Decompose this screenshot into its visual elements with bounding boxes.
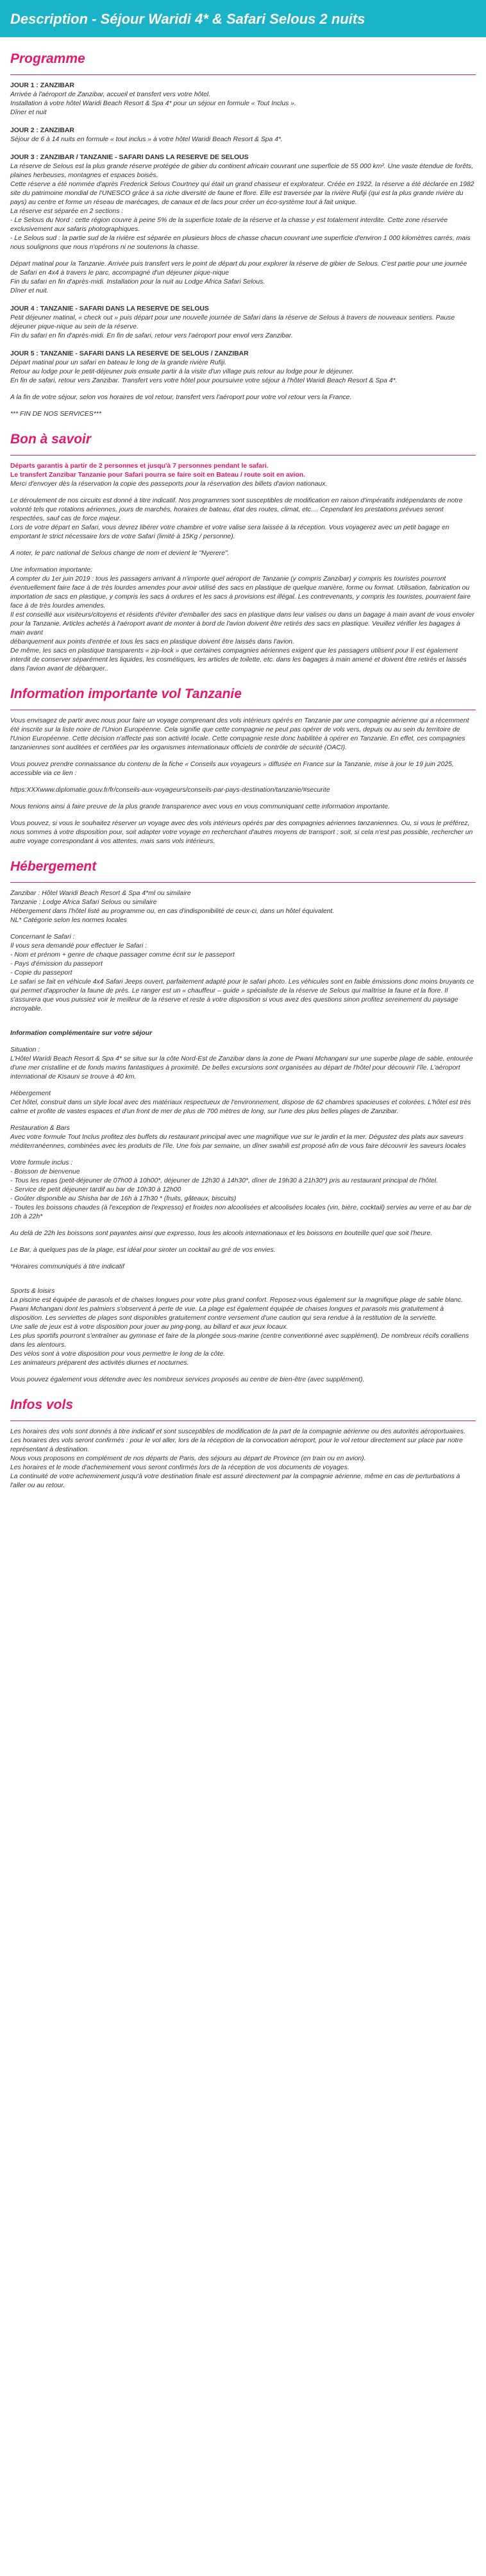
- text-line: - Goûter disponible au Shisha bar de 16h à 17h30 * (fruits, gâteaux, biscuits): [10, 1195, 237, 1202]
- section-title-hebergement: Hébergement: [10, 859, 97, 874]
- text-line: - Pays d'émission du passeport: [10, 960, 103, 968]
- text-line: Vous pouvez également vous détendre avec les nombreux services proposés au centre de bien-être (avec supplément).: [10, 1376, 365, 1383]
- warning-line: Le transfert Zanzibar Tanzanie pour Safari pourra se faire soit en Bateau / route soit en avion.: [10, 472, 305, 479]
- text-line: Votre formule inclus :: [10, 1159, 73, 1166]
- description-banner: [0, 0, 486, 37]
- text-line: De même, les sacs en plastique transparents « zip-lock » que certaines compagnies aériennes exigent que les passagers utilisent pour lí est également interdit de conserver séparément les liquides, les cosmétiques, les articles de toilette, etc. dans les bagages à main amené et doivent être retirés et laissés dans l'avion avant de débarquer..: [10, 647, 467, 672]
- spacer: [10, 402, 476, 410]
- text-line: A la fin de votre séjour, selon vos horaires de vol retour, transfert vers l'aéroport pour votre vol retour vers la France.: [10, 394, 352, 401]
- spacer: [10, 1222, 476, 1229]
- text-line: Nous tenions ainsi à faire preuve de la plus grande transparence avec vous en vous communiquant cette information importante.: [10, 803, 390, 810]
- text-line: https:XXXwww.diplomatie.gouv.fr/fr/conseils-aux-voyageurs/conseils-par-pays-destination/tanzanie/#securite: [10, 787, 330, 794]
- text-line: L'Hôtel Waridi Beach Resort & Spa 4* se situe sur la côte Nord-Est de Zanzibar dans la zone de Pwani Mchangani sur une superbe plage de sable, entourée d'une mer cristalline et de fonds marins fantastiques à proximité. De belles excursions sont organisées au départ de l'hôtel pour découvrir l'île. L'aéroport international de Kisauni se trouve à 40 km.: [10, 1055, 473, 1080]
- spacer: [10, 1272, 476, 1279]
- text-line: Information complémentaire sur votre séjour: [10, 1030, 153, 1037]
- spacer: [10, 778, 476, 786]
- spacer: [10, 489, 476, 497]
- spacer: [10, 558, 476, 566]
- text-line: NL* Catégorie selon les normes locales: [10, 917, 127, 924]
- text-line: Les horaires et le mode d'acheminement vous seront confirmés lors de la réception de vos documents de voyages.: [10, 1464, 349, 1471]
- text-line: Dîner et nuit: [10, 109, 47, 116]
- text-line: Les animateurs préparent des activités diurnes et nocturnes.: [10, 1360, 189, 1367]
- spacer: [10, 795, 476, 803]
- spacer: [10, 1021, 476, 1029]
- text-line: Nous vous proposons en complément de nos départs de Paris, des séjours au départ de Province (en train ou en avion).: [10, 1455, 366, 1462]
- section-title-bon-a-savoir: Bon à savoir: [10, 432, 92, 447]
- text-line: Il vous sera demandé pour effectuer le Safari :: [10, 943, 147, 950]
- bon-a-savoir-body: [10, 480, 476, 674]
- day-block: [10, 126, 476, 144]
- text-line: La réserve de Selous est la plus grande réserve protégée de gibier du continent africain couvrant une superficie de 55 000 km². Une vaste étendue de forêts, plaines herbeuses, montagnes et espaces boisés.: [10, 163, 474, 179]
- spacer: [10, 1014, 476, 1021]
- spacer: [10, 1368, 476, 1376]
- text-line: Concernant le Safari :: [10, 934, 75, 941]
- text-line: Situation :: [10, 1046, 40, 1053]
- spacer: [10, 1038, 476, 1046]
- section-title-info-vol-tanzanie: Information importante vol Tanzanie: [10, 687, 242, 701]
- text-line: Fin du safari en fin d'après-midi. Installation pour la nuit au Lodge Africa Safari Selous.: [10, 278, 265, 286]
- text-line: Lors de votre départ en Safari, vous devrez libérer votre chambre et votre valise sera laissée à la réception. Vous voyagerez avec un petit bagage en emportant le strict nécessaire lors de votre Safari (limité à 15Kg / personne).: [10, 524, 449, 540]
- infos-vols-divider: [10, 1420, 476, 1421]
- bon-a-savoir-warning: [10, 462, 476, 480]
- text-line: En fin de safari, retour vers Zanzibar. Transfert vers votre hôtel pour poursuivre votre séjour à l'hôtel Waridi Beach Resort & Spa 4*.: [10, 377, 398, 384]
- text-line: Une salle de jeux est à votre disposition pour jouer au ping-pong, au billard et aux jeux locaux.: [10, 1324, 289, 1331]
- text-line: Hébergement dans l'hôtel listé au programme ou, en cas d'indisponibilité de ceux-ci, dans un hôtel équivalent.: [10, 908, 335, 915]
- section-title-infos-vols: Infos vols: [10, 1397, 74, 1412]
- text-line: Des vélos sont à votre disposition pour vous permettre le long de la côte.: [10, 1351, 225, 1358]
- text-line: La continuité de votre acheminement jusqu'à votre destination finale est assuré directement par la compagnie aérienne, même en cas de perturbations à l'aller ou au retour.: [10, 1473, 460, 1489]
- text-line: - Nom et prénom + genre de chaque passager comme écrit sur le passeport: [10, 951, 235, 959]
- text-line: Cet hôtel, construit dans un style local avec des matériaux respectueux de l'environnement, dispose de 62 chambres spacieuses et colorées. L'hôtel est très calme et profite de vastes espaces et d'un front de mer de plus de 700 mètres de long, sur l'une des plus belles plages de Zanzibar.: [10, 1099, 471, 1115]
- text-line: Vous envisagez de partir avec nous pour faire un voyage comprenant des vols intérieurs opérés en Tanzanie par une compagnie aérienne qui a récemment été inscrite sur la liste noire de l'Union Européenne. Cela signifie que cette compagnie ne peut pas opérer de vols vers, depuis ou au sein du territoire de l'Union Européenne. Cette décision n'affecte pas son activité locale. Cette compagnie reste donc habilitée à opérer en Tanzanie. En effet, ces compagnies tanzaniennes sont auditées et certifiées par les organismes internationaux officiels de contrôle de sécurité (OACI).: [10, 717, 469, 751]
- day-title: JOUR 2 : ZANZIBAR: [10, 127, 74, 134]
- spacer: [10, 1255, 476, 1263]
- text-line: Les horaires des vols sont donnés à titre indicatif et sont susceptibles de modification de la part de la compagnie aérienne ou des autorités aéroportuaires.: [10, 1428, 465, 1435]
- text-line: *Horaires communiqués à titre indicatif: [10, 1263, 124, 1270]
- text-line: Le déroulement de nos circuits est donné à titre indicatif. Nos programmes sont susceptibles de modification en raison d'impératifs indépendants de notre volonté tels que rotations aériennes, jours de marchés, horaires de bateau, état des routes, climat, etc.... Cependant les prestations prévues seront respectées, sauf cas de force majeur.: [10, 497, 463, 522]
- banner-title: Description - Séjour Waridi 4* & Safari Selous 2 nuits: [10, 11, 365, 27]
- bon-a-savoir-divider: [10, 455, 476, 456]
- spacer: [10, 542, 476, 549]
- text-line: Petit déjeuner matinal, « check out » puis départ pour une nouvelle journée de Safari dans la réserve de Selous à travers de nouveaux sentiers. Pause déjeuner pique-nique au sein de la réserve.: [10, 314, 455, 330]
- text-line: Séjour de 6 à 14 nuits en formule « tout inclus » à votre hôtel Waridi Beach Resort & Spa 4*.: [10, 136, 283, 143]
- main-content: [0, 37, 486, 1490]
- day-block: [10, 305, 476, 341]
- spacer: [10, 925, 476, 933]
- text-line: débarquement aux points d'entrée et tous les sacs en plastique doivent être laissés dans l'avion.: [10, 638, 294, 645]
- spacer: [10, 252, 476, 260]
- info-vol-body: [10, 717, 476, 846]
- infos-vols-body: [10, 1428, 476, 1490]
- warning-line: Départs garantis à partir de 2 personnes et jusqu'à 7 personnes pendant le safari.: [10, 463, 269, 470]
- text-line: Le Bar, à quelques pas de la plage, est idéal pour siroter un cocktail au gré de vos envies.: [10, 1247, 276, 1254]
- text-line: - Tous les repas (petit-déjeuner de 07h00 à 10h00*, déjeuner de 12h30 à 14h30*, dîner de 19h30 à 21h30*) pris au restaurant principal de l'hôtel.: [10, 1177, 439, 1184]
- spacer: [10, 386, 476, 393]
- text-line: Départ matinal pour un safari en bateau le long de la grande rivière Rufiji.: [10, 359, 227, 366]
- text-line: - Le Selous sud : la partie sud de la rivière est séparée en plusieurs blocs de chasse chacun couvrant une superficie d'environ 1 000 kilomètres carrés, mais nous soulignons que nous n'opérons ni ne soutenons la chasse.: [10, 235, 471, 251]
- text-line: Fin du safari en fin d'après-midi. En fin de safari, retour vers l'aéroport pour envol vers Zanzibar.: [10, 332, 293, 339]
- text-line: Restauration & Bars: [10, 1125, 70, 1132]
- day-title: JOUR 5 : TANZANIE - SAFARI DANS LA RESERVE DE SELOUS / ZANZIBAR: [10, 350, 249, 357]
- text-line: La réserve est séparée en 2 sections :: [10, 208, 124, 215]
- programme-divider: [10, 74, 476, 75]
- text-line: A noter, le parc national de Selous change de nom et devient le "Nyerere".: [10, 550, 230, 557]
- spacer: [10, 753, 476, 760]
- day-title: JOUR 1 : ZANZIBAR: [10, 82, 74, 89]
- day-block: [10, 81, 476, 117]
- text-line: - Service de petit déjeuner tardif au bar de 10h30 à 12h00: [10, 1186, 181, 1193]
- text-line: Hébergement: [10, 1090, 51, 1097]
- text-line: *** FIN DE NOS SERVICES***: [10, 411, 101, 418]
- spacer: [10, 812, 476, 819]
- text-line: Cette réserve a été nommée d'après Frederick Selous Courtney qui était un grand chasseur et explorateur. Créée en 1922, la réserve a été déclarée en 1982 site du patrimoine mondial de l'UNESCO grâce à sa riche diversité de faune et flore. Elle est traversée par la rivière Rufiji (qui est la plus grande rivière du pays) au centre et forme un réseau de marécages, de canaux et de lacs pour créer un éco-système tout à fait unique.: [10, 181, 474, 206]
- text-line: - Copie du passeport: [10, 969, 72, 977]
- text-line: - Boisson de bienvenue: [10, 1168, 80, 1175]
- text-line: A compter du 1er juin 2019 : tous les passagers arrivant à n'importe quel aéroport de Tanzanie (y compris Zanzibar) y compris les touristes pourront éventuellement faire face à de très lourdes amendes pour avoir utilisé des sacs en plastique de quelque manière, forme ou format. Utilisation, fabrication ou importation de sacs en plastique, y compris les sacs à ordures et les sacs à provisions est illégal. Les contrevenants, y compris les touristes, pourraient faire face à de très lourdes amendes.: [10, 576, 471, 610]
- text-line: Installation à votre hôtel Waridi Beach Resort & Spa 4* pour un séjour en formule « Tout Inclus ».: [10, 100, 296, 107]
- text-line: Retour au lodge pour le petit-déjeuner puis ensuite partir à la visite d'un village puis retour au lodge pour le déjeuner.: [10, 368, 354, 375]
- text-line: Vous pouvez, si vous le souhaitez réserver un voyage avec des vols intérieurs opérés par des compagnies aériennes tanzaniennes. Ou, si vous le préférez, nous sommes à votre disposition pour, soit adapter votre voyage en recherchant d'autres moyens de transport ; soit, si cela n'est pas possible, rechercher un autre voyage correspondant à vos attentes, mais sans vols intérieurs.: [10, 820, 473, 845]
- spacer: [10, 1116, 476, 1124]
- text-line: Dîner et nuit.: [10, 287, 49, 294]
- text-line: Avec votre formule Tout Inclus profitez des buffets du restaurant principal avec une magnifique vue sur le jardin et la mer. Dégustez des plats aux saveurs méditerranéennes, combinées avec les produits de l'île. Une fois par semaine, un dîner swahili est proposé afin de vous faire découvrir les saveurs locales: [10, 1134, 466, 1150]
- text-line: Les horaires des vols seront confirmés : pour le vol aller, lors de la réception de la convocation aéroport, pour le vol retour directement sur place par notre représentant à destination.: [10, 1437, 463, 1453]
- section-title-programme: Programme: [10, 51, 85, 66]
- text-line: Vous pouvez prendre connaissance du contenu de la fiche « Conseils aux voyageurs » diffusée en France sur la Tanzanie, mise à jour le 19 juin 2025, accessible via ce lien :: [10, 761, 454, 777]
- text-line: Les plus sportifs pourront s'entraîner au gymnase et faire de la plongée sous-marine (centre conventionné avec supplément). De nombreux récifs coralliens dans les alentours.: [10, 1333, 469, 1349]
- programme-days: [10, 81, 476, 419]
- text-line: Il est conseillé aux visiteurs/citoyens et résidents d'éviter d'emballer des sacs en plastique dans leur valises ou dans un bagage à main avant de vous envoler pour la Tanzanie. Articles achetés à l'aéroport avant de monter à bord de l'avion doivent être retirés des sacs en plastique. Veuillez vérifier les bagages à main avant: [10, 611, 474, 636]
- text-line: Départ matinal pour la Tanzanie. Arrivée puis transfert vers le point de départ du pour explorer la réserve de gibier de Selous. C'est partie pour une journée de Safari en 4x4 à travers le parc, accompagné d'un déjeuner pique-nique: [10, 260, 467, 277]
- text-line: Sports & loisirs: [10, 1288, 55, 1295]
- day-block: [10, 350, 476, 419]
- hebergement-body: [10, 889, 476, 1385]
- text-line: Une information importante:: [10, 567, 93, 574]
- text-line: Arrivée à l'aéroport de Zanzibar, accueil et transfert vers votre hôtel.: [10, 91, 211, 98]
- text-line: - Le Selous du Nord : cette région couvre à peine 5% de la superficie totale de la réserve et la chasse y est totalement interdite. Cette zone réservée exclusivement aux safaris photographiques.: [10, 217, 448, 233]
- spacer: [10, 1082, 476, 1089]
- text-line: Zanzibar : Hôtel Waridi Beach Resort & Spa 4*ml ou similaire: [10, 890, 191, 897]
- text-line: - Toutes les boissons chaudes (à l'exception de l'expresso) et froides non alcoolisées et alcoolisées locales (vin, bière, cocktail) servies au verre et au bar de 10h à 22h*: [10, 1204, 472, 1220]
- text-line: Au delà de 22h les boissons sont payantes ainsi que expresso, tous les alcools internationaux et les boissons en bouteille quel que soit l'heure.: [10, 1230, 433, 1237]
- spacer: [10, 1279, 476, 1287]
- day-block: [10, 153, 476, 296]
- text-line: Tanzanie : Lodge Africa Safari Selous ou similaire: [10, 899, 157, 906]
- spacer: [10, 1151, 476, 1159]
- day-title: JOUR 4 : TANZANIE - SAFARI DANS LA RESERVE DE SELOUS: [10, 305, 209, 312]
- day-title: JOUR 3 : ZANZIBAR / TANZANIE - SAFARI DANS LA RESERVE DE SELOUS: [10, 154, 249, 161]
- text-line: La piscine est équipée de parasols et de chaises longues pour votre plus grand confort. Reposez-vous également sur la magnifique plage de sable blanc. Pwani Mchangani dont les palmiers s'observent à perte de vue. La plage est également équipée de chaises longues et parasols mis gratuitement à disposition. Les serviettes de plages sont disponibles gratuitement contre versement d'une caution qui sera rendue à la restitution de la serviette.: [10, 1297, 463, 1322]
- spacer: [10, 1238, 476, 1246]
- text-line: Le safari se fait en véhicule 4x4 Safari Jeeps ouvert, parfaitement adapté pour le safari photo. Les véhicules sont en faible émissions donc moins bruyants ce qui permet d'approcher la faune de près. Le ranger est un « chauffeur – guide » spécialiste de la réserve de Selous qui maîtrise la faune et la flore. Il s'assurera que vous puissiez voir le meilleur de la réserve et reste à votre disposition si vous avez des questions sinon profitez sereinement du paysage incroyable.: [10, 978, 474, 1012]
- hebergement-divider: [10, 882, 476, 883]
- text-line: Merci d'envoyer dès la réservation la copie des passeports pour la réservation des billets d'avion nationaux.: [10, 481, 328, 488]
